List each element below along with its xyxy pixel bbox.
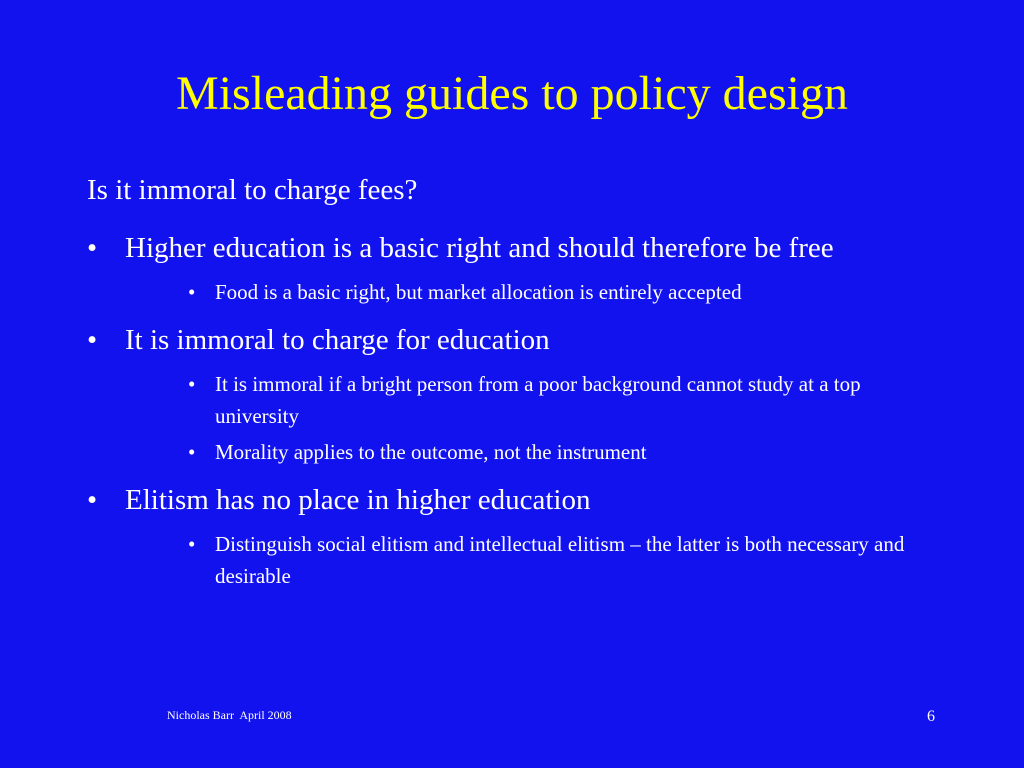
- sub-bullet-item: [188, 368, 935, 432]
- sub-bullet-list: [125, 528, 957, 592]
- page-number: 6: [927, 708, 935, 725]
- bullet-item: [87, 479, 957, 592]
- sub-bullet-item: [188, 436, 935, 468]
- bullet-item: [87, 227, 957, 308]
- sub-bullet-text: Food is a basic right, but market allocation is entirely accepted: [215, 280, 742, 304]
- sub-bullet-icon: •: [188, 280, 196, 304]
- sub-bullet-text: Morality applies to the outcome, not the instrument: [215, 440, 647, 464]
- intro-question: Is it immoral to charge fees?: [87, 174, 418, 206]
- footer-author-date: Nicholas Barr April 2008: [167, 708, 292, 722]
- bullet-icon: •: [87, 324, 98, 356]
- sub-bullet-item: [188, 528, 935, 592]
- slide-title: Misleading guides to policy design: [176, 67, 848, 120]
- bullet-text: Higher education is a basic right and should therefore be free: [125, 232, 834, 264]
- bullet-list: [87, 227, 957, 596]
- bullet-text: Elitism has no place in higher education: [125, 484, 591, 516]
- sub-bullet-icon: •: [188, 532, 196, 556]
- sub-bullet-list: [125, 276, 957, 308]
- sub-bullet-text: It is immoral if a bright person from a poor background cannot study at a top university: [215, 372, 861, 428]
- bullet-text: It is immoral to charge for education: [125, 324, 550, 356]
- bullet-icon: •: [87, 232, 98, 264]
- bullet-icon: •: [87, 484, 98, 516]
- sub-bullet-text: Distinguish social elitism and intellectual elitism – the latter is both necessary and desirable: [215, 532, 905, 588]
- bullet-item: [87, 319, 957, 468]
- sub-bullet-item: [188, 276, 935, 308]
- sub-bullet-icon: •: [188, 372, 196, 396]
- sub-bullet-list: [125, 368, 957, 468]
- sub-bullet-icon: •: [188, 440, 196, 464]
